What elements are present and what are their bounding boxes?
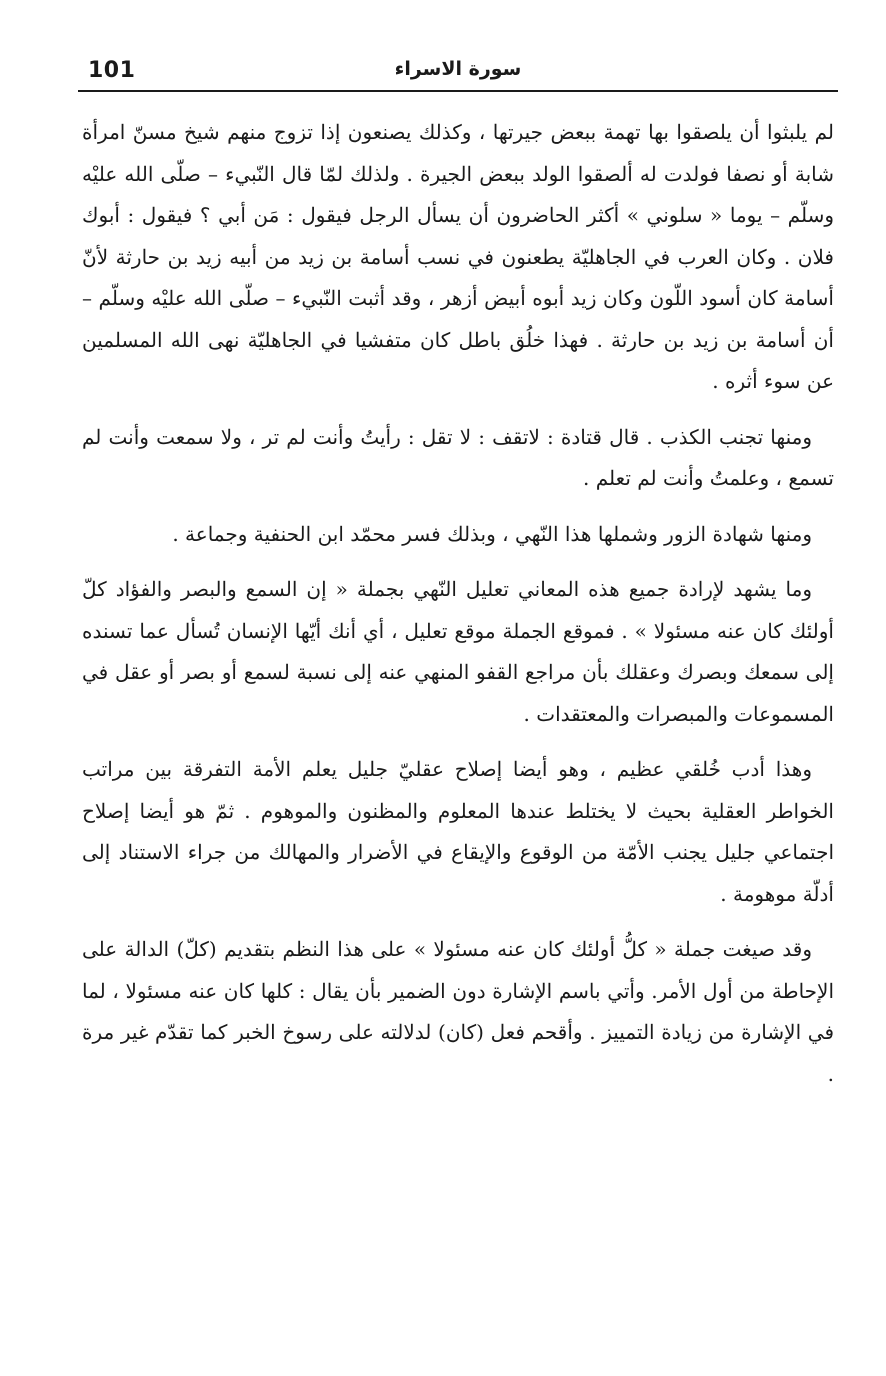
running-header (78, 56, 838, 96)
paragraph-3: ومنها شهادة الزور وشملها هذا النّهي ، وبذلك فسر محمّد ابن الحنفية وجماعة . (172, 521, 812, 546)
paragraph-6: وقد صيغت جملة « كلُّ أولئك كان عنه مسئولا » على هذا النظم بتقديم (كلّ) الدالة على الإحاطة من أول الأمر. وأتي باسم الإشارة دون الضمير بأن يقال : كلها كان عنه مسئولا ، لما في الإشارة من زيادة التمييز . وأقحم فعل (كان) لدلالته على رسوخ الخبر كما تقدّم غير مرة . (82, 937, 834, 1086)
paragraph-2: ومنها تجنب الكذب . قال قتادة : لاتقف : لا تقل : رأيتُ وأنت لم تر ، ولا سمعت وأنت لم تسمع ، وعلمتُ وأنت لم تعلم . (82, 424, 834, 490)
paragraph-1: لم يلبثوا أن يلصقوا بها تهمة ببعض جيرتها ، وكذلك يصنعون إذا تزوج منهم شيخ مسنّ امرأة شابة أو نصفا فولدت له ألصقوا الولد ببعض الجيرة . ولذلك لمّا قال النّبيء – صلّى الله عليْه وسلّم – يوما « سلوني » أكثر الحاضرون أن يسأل الرجل فيقول : مَن أبي ؟ فيقول : أبوك فلان . وكان العرب في الجاهليّة يطعنون في نسب أسامة بن زيد من أبيه زيد بن حارثة لأنّ أسامة كان أسود اللّون وكان زيد أبوه أبيض أزهر ، وقد أثبت النّبيء – صلّى الله عليْه وسلّم – أن أسامة بن زيد بن حارثة . فهذا خلُق باطل كان متفشيا في الجاهليّة نهى الله المسلمين عن سوء أثره . (82, 120, 834, 393)
chapter-title: سورة الاسراء (394, 58, 522, 80)
header-rule (78, 90, 838, 92)
page-number: 101 (88, 58, 136, 83)
paragraph-5: وهذا أدب خُلقي عظيم ، وهو أيضا إصلاح عقليّ جليل يعلم الأمة التفرقة بين مراتب الخواطر العقلية بحيث لا يختلط عندها المعلوم والمظنون والموهوم . ثمّ هو أيضا إصلاح اجتماعي جليل يجنب الأمّة من الوقوع والإيقاع في الأضرار والمهالك من جراء الاستناد إلى أدلّة موهومة . (82, 757, 834, 906)
paragraph-4: وما يشهد لإرادة جميع هذه المعاني تعليل النّهي بجملة « إن السمع والبصر والفؤاد كلّ أولئك كان عنه مسئولا » . فموقع الجملة موقع تعليل ، أي أنك أيّها الإنسان تُسأل عما تسنده إلى سمعك وبصرك وعقلك بأن مراجع القفو المنهي عنه إلى نسبة لسمع أو بصر أو عقل في المسموعات والمبصرات والمعتقدات . (82, 577, 834, 726)
body-text (82, 112, 834, 1109)
